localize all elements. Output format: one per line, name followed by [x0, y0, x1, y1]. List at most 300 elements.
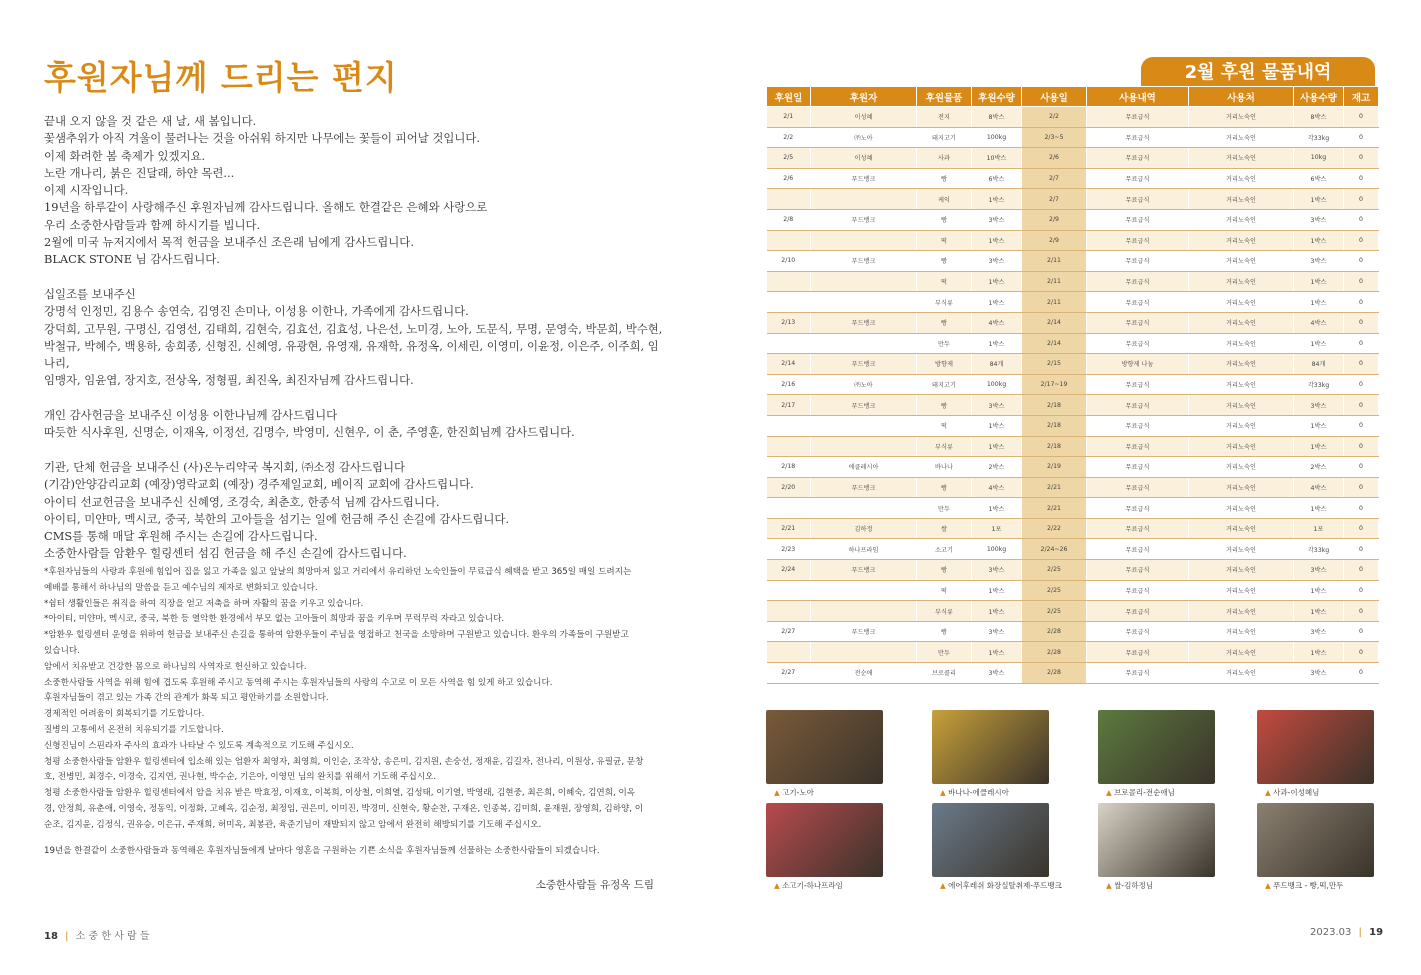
table-cell: 무료급식: [1087, 457, 1189, 478]
table-cell: 1박스: [972, 601, 1022, 622]
table-row: [767, 189, 1379, 210]
photo: [1257, 710, 1374, 784]
magazine-name: 소 중 한 사 람 들: [75, 931, 150, 942]
page-number-left: 18: [44, 931, 58, 942]
table-cell: 떡: [917, 230, 972, 251]
table-cell: 2/2: [1022, 107, 1087, 128]
letter-line: 박철규, 박혜수, 백용하, 송희종, 신형진, 신혜영, 유광현, 유영재, 유재학, 유정옥, 이세린, 이영미, 이윤정, 이은주, 이주희, 임나리,: [44, 338, 659, 371]
table-cell: 4박스: [972, 477, 1022, 498]
table-cell: ㈜노아: [811, 127, 917, 148]
table-cell: [767, 333, 811, 354]
table-cell: 푸드뱅크: [811, 395, 917, 416]
photo: [932, 803, 1049, 877]
table-cell: 푸드뱅크: [811, 209, 917, 230]
table-cell: 거리노숙인: [1189, 333, 1294, 354]
table-cell: 푸드뱅크: [811, 560, 917, 581]
table-cell: 0: [1344, 292, 1379, 313]
table-cell: 거리노숙인: [1189, 395, 1294, 416]
table-cell: 빵: [917, 560, 972, 581]
table-cell: 거리노숙인: [1189, 539, 1294, 560]
table-cell: 거리노숙인: [1189, 457, 1294, 478]
table-cell: 전지: [917, 107, 972, 128]
table-cell: 거리노숙인: [1189, 580, 1294, 601]
letter-line: 19년을 하루같이 사랑해주신 후원자님께 감사드립니다. 올해도 한결같은 은혜와 사랑으로: [44, 200, 488, 215]
table-cell: 3박스: [1294, 560, 1344, 581]
table-cell: 2/18: [1022, 395, 1087, 416]
table-cell: 에클레시아: [811, 457, 917, 478]
blank-line: [44, 390, 664, 407]
table-cell: [811, 333, 917, 354]
note-line: 소중한사람들 사역을 위해 힘에 겹도록 후원해 주시고 동역해 주시는 후원자님들의 사랑의 수고로 이 모든 사역을 힘 있게 하고 있습니다.: [44, 677, 553, 688]
table-cell: 방향제: [917, 354, 972, 375]
table-cell: 빵: [917, 209, 972, 230]
table-cell: 2/6: [1022, 148, 1087, 169]
table-cell: 만두: [917, 642, 972, 663]
table-cell: 2/7: [1022, 189, 1087, 210]
table-cell: 거리노숙인: [1189, 107, 1294, 128]
table-cell: 돼지고기: [917, 127, 972, 148]
table-row: [767, 580, 1379, 601]
table-cell: 거리노숙인: [1189, 415, 1294, 436]
table-row: [767, 230, 1379, 251]
table-cell: 빵: [917, 168, 972, 189]
photo: [1098, 710, 1215, 784]
table-cell: 0: [1344, 642, 1379, 663]
table-cell: 0: [1344, 354, 1379, 375]
table-row: [767, 354, 1379, 375]
column-header: 사용일: [1022, 87, 1087, 107]
letter-line: 소중한사람들 암환우 힐링센터 섬김 헌금을 해 주신 손길에 감사드립니다.: [44, 546, 407, 561]
table-cell: 100kg: [972, 539, 1022, 560]
column-header: 재고: [1344, 87, 1379, 107]
table-cell: 이성혜: [811, 148, 917, 169]
table-row: [767, 518, 1379, 539]
table-cell: 무료급식: [1087, 477, 1189, 498]
letter-line: 십일조를 보내주신: [44, 286, 136, 301]
table-cell: 0: [1344, 189, 1379, 210]
table-cell: 김하정: [811, 518, 917, 539]
table-cell: 2/1: [767, 107, 811, 128]
table-cell: 푸드뱅크: [811, 251, 917, 272]
table-row: [767, 560, 1379, 581]
table-cell: 2/8: [767, 209, 811, 230]
photo: [766, 710, 883, 784]
table-cell: 1박스: [1294, 498, 1344, 519]
photo-caption: [774, 787, 814, 798]
table-cell: 2/27: [767, 621, 811, 642]
triangle-icon: ▲: [774, 881, 783, 890]
table-cell: [811, 230, 917, 251]
table-cell: 2/24: [767, 560, 811, 581]
note-line: 예배를 통해서 하나님의 말씀을 듣고 예수님의 제자로 변화되고 있습니다.: [44, 582, 318, 593]
table-cell: 무료급식: [1087, 333, 1189, 354]
table-cell: 2/28: [1022, 663, 1087, 684]
table-cell: 무료급식: [1087, 148, 1189, 169]
column-header: 사용수량: [1294, 87, 1344, 107]
table-cell: 무료급식: [1087, 168, 1189, 189]
table-row: [767, 477, 1379, 498]
column-header: 사용처: [1189, 87, 1294, 107]
triangle-icon: ▲: [1265, 881, 1274, 890]
table-cell: 무료급식: [1087, 601, 1189, 622]
table-row: [767, 601, 1379, 622]
table-cell: 각33kg: [1294, 539, 1344, 560]
column-header: 사용내역: [1087, 87, 1189, 107]
table-cell: 1박스: [1294, 436, 1344, 457]
donation-table: [766, 86, 1379, 684]
table-cell: 무료급식: [1087, 642, 1189, 663]
signature: 소중한사람들 유정옥 드림: [535, 879, 654, 891]
table-cell: 2/17~19: [1022, 374, 1087, 395]
table-row: [767, 292, 1379, 313]
table-row: [767, 374, 1379, 395]
photo-caption: [940, 880, 1062, 891]
table-cell: 4박스: [972, 312, 1022, 333]
table-cell: 거리노숙인: [1189, 168, 1294, 189]
table-cell: 2/9: [1022, 209, 1087, 230]
table-cell: 1박스: [972, 189, 1022, 210]
triangle-icon: ▲: [1106, 788, 1115, 797]
table-cell: 2/18: [1022, 415, 1087, 436]
table-cell: [767, 601, 811, 622]
letter-line: 기관, 단체 헌금을 보내주신 (사)온누리약국 복지회, ㈜소정 감사드립니다: [44, 459, 405, 474]
table-cell: 0: [1344, 560, 1379, 581]
photo: [1098, 803, 1215, 877]
table-cell: 거리노숙인: [1189, 230, 1294, 251]
table-cell: 거리노숙인: [1189, 209, 1294, 230]
issue-date: 2023.03: [1310, 927, 1352, 938]
column-header: 후원자: [811, 87, 917, 107]
table-cell: 푸드뱅크: [811, 354, 917, 375]
table-title: 2월 후원 물품내역: [1141, 57, 1375, 88]
letter-line: 꽃샘추위가 아직 겨울이 물러나는 것을 아쉬워 하지만 나무에는 꽃들이 피어날 것입니다.: [44, 131, 480, 146]
table-cell: 2/25: [1022, 580, 1087, 601]
table-cell: 0: [1344, 415, 1379, 436]
letter-line: 우리 소중한사람들과 함께 하시기를 빕니다.: [44, 217, 261, 232]
table-cell: ㈜노아: [811, 374, 917, 395]
table-cell: 2/6: [767, 168, 811, 189]
table-cell: 무료급식: [1087, 127, 1189, 148]
table-cell: 푸드뱅크: [811, 312, 917, 333]
table-cell: 케익: [917, 189, 972, 210]
table-cell: 2/5: [767, 148, 811, 169]
table-cell: 0: [1344, 539, 1379, 560]
letter-line: 강명석 인정민, 김용수 송연숙, 김영진 손미나, 이성용 이한나, 가족에게 감사드립니다.: [44, 304, 469, 319]
table-cell: 이성혜: [811, 107, 917, 128]
table-cell: 3박스: [972, 209, 1022, 230]
table-cell: 만두: [917, 498, 972, 519]
table-header-row: [767, 87, 1379, 107]
table-cell: 빵: [917, 477, 972, 498]
table-cell: 거리노숙인: [1189, 621, 1294, 642]
letter-line: 아이티 선교헌금을 보내주신 신혜영, 조경숙, 최춘호, 한종석 님께 감사드립니다.: [44, 494, 440, 509]
table-row: [767, 498, 1379, 519]
table-row: [767, 148, 1379, 169]
table-cell: 8박스: [972, 107, 1022, 128]
table-cell: [767, 271, 811, 292]
triangle-icon: ▲: [774, 788, 783, 797]
table-cell: 2/19: [1022, 457, 1087, 478]
triangle-icon: ▲: [1106, 881, 1115, 890]
table-cell: 2/22: [1022, 518, 1087, 539]
letter-line: CMS를 통해 매달 후원해 주시는 손길에 감사드립니다.: [44, 529, 318, 544]
table-cell: 거리노숙인: [1189, 148, 1294, 169]
table-cell: 거리노숙인: [1189, 518, 1294, 539]
letter-line: 노란 개나리, 붉은 진달래, 하얀 목련...: [44, 165, 235, 180]
table-cell: 떡: [917, 415, 972, 436]
table-cell: 1박스: [972, 642, 1022, 663]
note-line: *아이티, 미얀마, 멕시코, 중국, 북한 등 열악한 환경에서 부모 없는 고아들이 희망과 꿈을 키우며 무럭무럭 자라고 있습니다.: [44, 614, 505, 625]
table-cell: 거리노숙인: [1189, 436, 1294, 457]
table-cell: 1포: [972, 518, 1022, 539]
table-row: [767, 415, 1379, 436]
table-row: [767, 539, 1379, 560]
table-cell: 2/17: [767, 395, 811, 416]
table-cell: 3박스: [1294, 663, 1344, 684]
table-cell: 푸드뱅크: [811, 621, 917, 642]
caption-text: 푸드뱅크 - 빵,떡,만두: [1273, 881, 1344, 890]
table-cell: 100kg: [972, 127, 1022, 148]
triangle-icon: ▲: [1265, 788, 1274, 797]
note-line: *후원자님들의 사랑과 후원에 힘입어 집을 잃고 가족을 잃고 앞날의 희망마저 잃고 거리에서 유리하던 노숙인들이 무료급식 혜택을 받고 365일 매일 드려지는: [44, 567, 632, 577]
letter-body: [44, 113, 664, 563]
table-cell: 1박스: [972, 498, 1022, 519]
blank-line: [44, 834, 659, 844]
letter-line: (기감)안양감리교회 (예장)영락교회 (예장) 경주제일교회, 베이직 교회에 감사드립니다.: [44, 477, 474, 492]
note-line: 암에서 치유받고 건강한 몸으로 하나님의 사역자로 헌신하고 있습니다.: [44, 661, 307, 672]
table-cell: 거리노숙인: [1189, 477, 1294, 498]
table-cell: 0: [1344, 457, 1379, 478]
table-cell: 거리노숙인: [1189, 354, 1294, 375]
caption-text: 바나나-에클레시아: [948, 788, 1009, 797]
table-cell: 2/16: [767, 374, 811, 395]
table-cell: 2/10: [767, 251, 811, 272]
table-cell: 2/3~5: [1022, 127, 1087, 148]
table-cell: 1박스: [972, 333, 1022, 354]
table-cell: 10kg: [1294, 148, 1344, 169]
table-cell: 1박스: [1294, 230, 1344, 251]
table-cell: [811, 189, 917, 210]
table-cell: 빵: [917, 251, 972, 272]
photo-caption: [1265, 787, 1319, 798]
table-cell: 무료급식: [1087, 189, 1189, 210]
table-cell: 무료급식: [1087, 560, 1189, 581]
table-cell: 0: [1344, 333, 1379, 354]
letter-line: 이제 시작입니다.: [44, 183, 129, 198]
table-cell: 1박스: [1294, 642, 1344, 663]
note-line: 경, 안정희, 유춘애, 이영숙, 정동익, 이정화, 고혜옥, 김순정, 최정임, 권은미, 이미진, 박경미, 신현숙, 황순찬, 구재온, 인종복, 김미희, 윤재원, 장영희, 김하양, 이: [44, 803, 644, 814]
table-cell: 0: [1344, 209, 1379, 230]
table-cell: 3박스: [972, 560, 1022, 581]
table-cell: 0: [1344, 601, 1379, 622]
table-cell: 2/11: [1022, 251, 1087, 272]
table-row: [767, 312, 1379, 333]
table-cell: 거리노숙인: [1189, 251, 1294, 272]
table-cell: 6박스: [1294, 168, 1344, 189]
note-line: 질병의 고통에서 온전히 치유되기를 기도합니다.: [44, 724, 224, 735]
table-row: [767, 333, 1379, 354]
note-line: 후원자님들이 겪고 있는 가족 간의 관계가 화목 되고 평안하기를 소원합니다.: [44, 693, 329, 704]
table-cell: 2/24~26: [1022, 539, 1087, 560]
table-cell: 2/2: [767, 127, 811, 148]
column-header: 후원수량: [972, 87, 1022, 107]
table-cell: 84개: [1294, 354, 1344, 375]
table-cell: [811, 580, 917, 601]
note-line: 19년을 한결같이 소중한사람들과 동역해온 후원자님들에게 날마다 영혼을 구원하는 기쁜 소식을 후원자님들께 선물하는 소중한사람들이 되겠습니다.: [44, 845, 600, 856]
table-row: [767, 457, 1379, 478]
letter-line: 임맹자, 임윤엽, 장지호, 전상옥, 정형필, 최진옥, 최진자님께 감사드립니다.: [44, 373, 414, 388]
table-row: [767, 436, 1379, 457]
table-cell: 2/21: [1022, 477, 1087, 498]
letter-line: 이제 화려한 봄 축제가 있겠지요.: [44, 148, 206, 163]
table-cell: 빵: [917, 312, 972, 333]
table-cell: 1박스: [1294, 292, 1344, 313]
table-cell: 1박스: [1294, 580, 1344, 601]
table-cell: 0: [1344, 395, 1379, 416]
table-cell: 거리노숙인: [1189, 601, 1294, 622]
photo-caption: [1106, 880, 1153, 891]
table-cell: 0: [1344, 251, 1379, 272]
table-cell: [811, 601, 917, 622]
table-cell: 무료급식: [1087, 271, 1189, 292]
letter-line: 개인 감사헌금을 보내주신 이성용 이한나님께 감사드립니다: [44, 408, 338, 423]
table-cell: 무료급식: [1087, 107, 1189, 128]
table-cell: 무료급식: [1087, 498, 1189, 519]
photo-caption: [774, 880, 843, 891]
table-cell: 2/21: [1022, 498, 1087, 519]
table-cell: 3박스: [972, 621, 1022, 642]
table-cell: 0: [1344, 230, 1379, 251]
table-cell: 0: [1344, 107, 1379, 128]
photo: [1257, 803, 1374, 877]
table-cell: 푸드뱅크: [811, 477, 917, 498]
note-line: 호, 전병민, 최경수, 이경숙, 김지연, 권나현, 박수순, 기은아, 이영민 님의 완치를 위해서 기도해 주십시오.: [44, 772, 437, 783]
table-cell: 무료급식: [1087, 415, 1189, 436]
table-row: [767, 395, 1379, 416]
note-line: 신형진님이 스핀라자 주사의 효과가 나타날 수 있도록 계속적으로 기도해 주십시오.: [44, 740, 354, 751]
column-header: 후원일: [767, 87, 811, 107]
table-cell: [811, 415, 917, 436]
table-row: [767, 127, 1379, 148]
table-cell: 만두: [917, 333, 972, 354]
table-body: [767, 107, 1379, 684]
table-cell: 무료급식: [1087, 663, 1189, 684]
table-cell: 0: [1344, 312, 1379, 333]
table-cell: 빵: [917, 621, 972, 642]
table-cell: 1박스: [1294, 333, 1344, 354]
table-cell: 0: [1344, 168, 1379, 189]
table-cell: 2/11: [1022, 271, 1087, 292]
table-cell: 돼지고기: [917, 374, 972, 395]
table-cell: 소고기: [917, 539, 972, 560]
footer-left: [44, 927, 150, 942]
table-cell: 3박스: [1294, 251, 1344, 272]
prayer-notes: [44, 565, 659, 859]
table-cell: 각33kg: [1294, 127, 1344, 148]
table-cell: 2/28: [1022, 642, 1087, 663]
table-cell: 1박스: [1294, 601, 1344, 622]
table-cell: 1박스: [972, 415, 1022, 436]
table-cell: [767, 436, 811, 457]
table-cell: 2/14: [767, 354, 811, 375]
table-cell: 0: [1344, 374, 1379, 395]
table-cell: 1박스: [972, 292, 1022, 313]
table-cell: [767, 498, 811, 519]
table-cell: 거리노숙인: [1189, 374, 1294, 395]
column-header: 후원물품: [917, 87, 972, 107]
table-cell: 쌀: [917, 518, 972, 539]
table-cell: 거리노숙인: [1189, 127, 1294, 148]
table-cell: [811, 498, 917, 519]
letter-line: 아이티, 미얀마, 멕시코, 중국, 북한의 고아들을 섬기는 일에 헌금해 주신 손길에 감사드립니다.: [44, 511, 510, 526]
note-line: *쉼터 생활인들은 취직을 하여 직장을 얻고 저축을 하며 자활의 꿈을 키우고 있습니다.: [44, 598, 364, 609]
table-cell: 84개: [972, 354, 1022, 375]
table-cell: [811, 642, 917, 663]
table-cell: [767, 415, 811, 436]
table-cell: 2/18: [767, 457, 811, 478]
table-cell: 3박스: [1294, 395, 1344, 416]
table-cell: 1박스: [972, 436, 1022, 457]
table-cell: 하나프라임: [811, 539, 917, 560]
table-cell: 1박스: [1294, 415, 1344, 436]
letter-line: 끝내 오지 않을 것 같은 새 날, 새 봄입니다.: [44, 114, 257, 128]
table-cell: 각33kg: [1294, 374, 1344, 395]
table-cell: 부식류: [917, 601, 972, 622]
table-cell: 2/14: [1022, 333, 1087, 354]
caption-text: 에어후레쉬 화장실탈취제-푸드뱅크: [948, 881, 1062, 890]
table-cell: [811, 292, 917, 313]
table-cell: 무료급식: [1087, 374, 1189, 395]
table-cell: [811, 271, 917, 292]
table-cell: [767, 642, 811, 663]
table-cell: 부식류: [917, 436, 972, 457]
table-cell: 2박스: [1294, 457, 1344, 478]
note-line: 청평 소중한사람들 암환우 힐링센터에 입소해 있는 엄환자 최영자, 최영희, 이인순, 조작상, 송은미, 김지원, 손숭선, 정재윤, 김길자, 전나리, 이원상, 유필균, 문창: [44, 756, 644, 767]
letter-line: 2월에 미국 뉴저지에서 목적 헌금을 보내주신 조은래 님에게 감사드립니다.: [44, 235, 414, 250]
table-cell: 바나나: [917, 457, 972, 478]
table-cell: 3박스: [1294, 209, 1344, 230]
table-cell: 1박스: [1294, 189, 1344, 210]
table-cell: 거리노숙인: [1189, 292, 1294, 313]
table-cell: 거리노숙인: [1189, 642, 1294, 663]
table-cell: 0: [1344, 271, 1379, 292]
table-cell: 2/25: [1022, 601, 1087, 622]
table-cell: 2박스: [972, 457, 1022, 478]
table-cell: 2/7: [1022, 168, 1087, 189]
table-cell: 부식류: [917, 292, 972, 313]
table-cell: 2/13: [767, 312, 811, 333]
table-cell: 0: [1344, 436, 1379, 457]
table-cell: 무료급식: [1087, 251, 1189, 272]
left-page: [44, 0, 664, 975]
table-cell: 0: [1344, 621, 1379, 642]
table-cell: 무료급식: [1087, 580, 1189, 601]
footer-separator: |: [65, 931, 69, 942]
table-cell: 거리노숙인: [1189, 312, 1294, 333]
note-line: 있습니다.: [44, 645, 80, 656]
photo-caption: [1106, 787, 1175, 798]
table-row: [767, 251, 1379, 272]
table-row: [767, 271, 1379, 292]
footer-right: [1310, 927, 1383, 938]
table-cell: 4박스: [1294, 312, 1344, 333]
table-cell: [811, 436, 917, 457]
note-line: 청평 소중한사람들 암환우 힐링센터에서 암을 치유 받은 박효정, 이재호, 이복희, 이상철, 이희열, 김성태, 이기열, 박영래, 김현중, 최은희, 이혜숙, 김연희, 이옥: [44, 788, 636, 799]
table-cell: 거리노숙인: [1189, 663, 1294, 684]
note-line: *암환우 힐링센터 운영을 위하여 헌금을 보내주신 손길을 통하여 암환우들이 주님을 영접하고 천국을 소망하며 구원받고 있습니다. 환우의 가족들이 구원받고: [44, 630, 629, 641]
table-cell: 10박스: [972, 148, 1022, 169]
table-cell: 1박스: [972, 580, 1022, 601]
